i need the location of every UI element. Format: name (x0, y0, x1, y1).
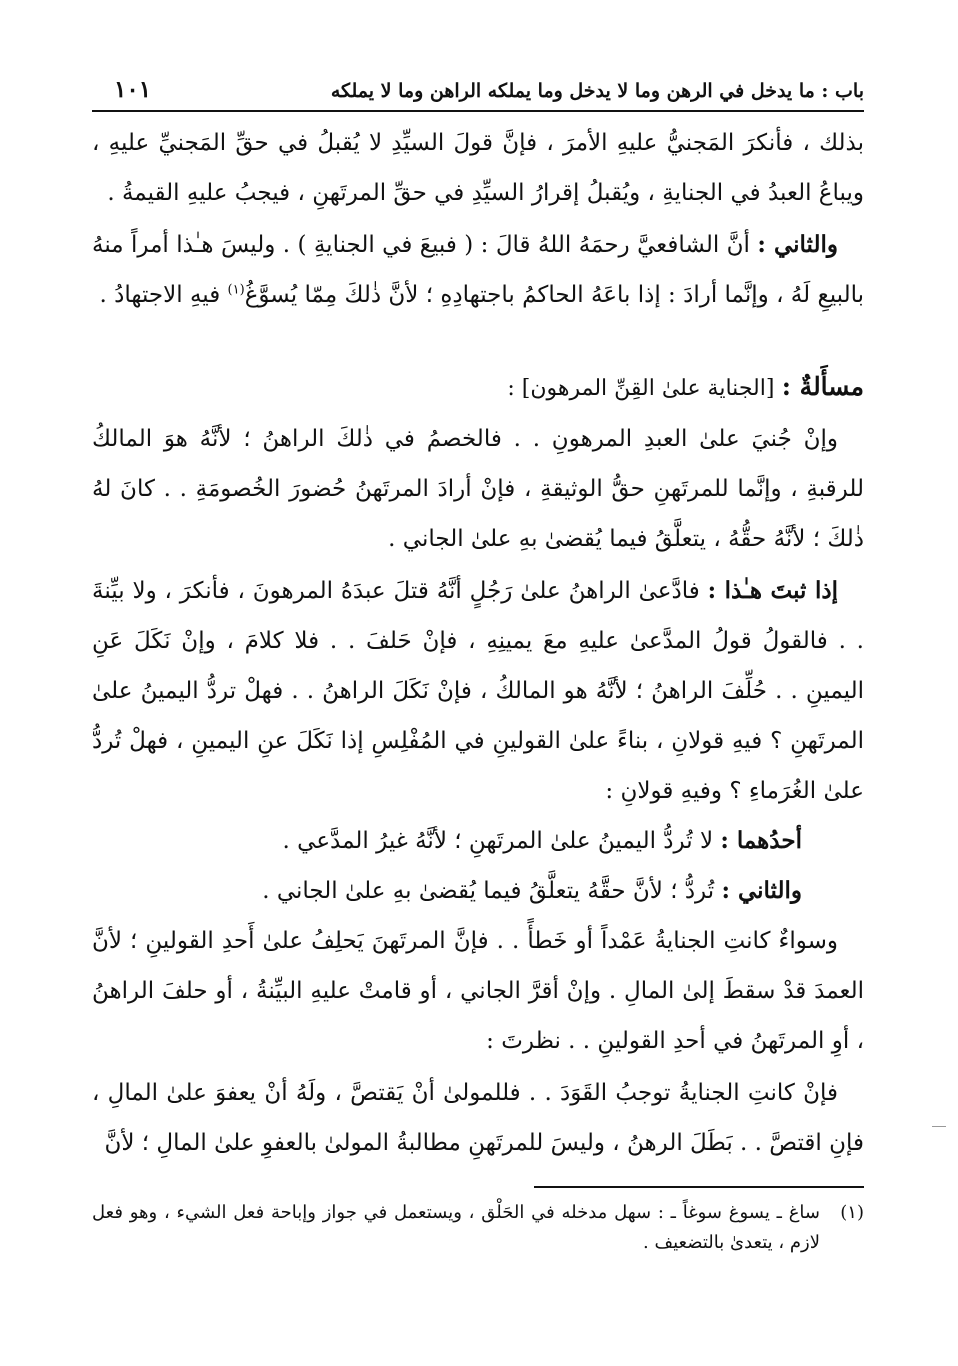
paragraph (92, 220, 864, 320)
footnote-text: ساغ ـ يسوغ سوغاً ـ : سهل مدخله في الحَلْق ، ويستعمل في جواز وإباحة فعل الشيء ، وهو فعل لازم ، يتعدىٰ بالتضعيف . (92, 1202, 820, 1253)
paragraph-text: وإنْ جُنيَ علىٰ العبدِ المرهونِ . . فالخصمُ في ذٰلكَ الراهنُ ؛ لأنَّهُ هوَ المالكُ للرقبةِ ، وإنَّما للمرتَهنِ حقُّ الوثيقةِ ، فإنْ أرادَ المرتَهنُ حُضورَ الخُصومَةِ . . كانَ لهُ ذٰلكَ ؛ لأنَّهُ حقُّهُ ، يتعلَّقُ فيما يُقضىٰ بهِ علىٰ الجاني . (92, 426, 864, 552)
footnote-item (92, 1198, 864, 1258)
footnotes (92, 1198, 864, 1258)
page-header (92, 70, 864, 112)
paragraph (92, 414, 864, 564)
paragraph-text: فإنْ كانتِ الجنايةُ توجبُ القَوَدَ . . فللمولىٰ أنْ يَقتصَّ ، ولَهُ أنْ يعفوَ علىٰ المالِ ، فإنِ اقتصَّ . . بَطَلَ الرهنُ ، وليسَ للمرتَهنِ مطالبةُ المولىٰ بالعفوِ علىٰ المالِ ؛ لأنَّ (92, 1080, 864, 1156)
footnote-divider (534, 1186, 864, 1188)
paragraph-text-tail: فيهِ الاجتهادُ . (99, 282, 221, 308)
page-number: ١٠١ (114, 76, 152, 103)
opinion-text: لا تُردُّ اليمينُ علىٰ المرتَهنِ ؛ لأنَّهُ غيرُ المدَّعي . (282, 828, 714, 854)
opinion-lead: والثاني : (721, 877, 802, 904)
issue-title: [الجناية علىٰ القِنِّ المرهون] : (507, 376, 775, 401)
paragraph (92, 118, 864, 218)
issue-label: مسأَلةٌ : (781, 372, 864, 401)
paragraph-lead: والثاني : (757, 231, 838, 258)
opinion-lead: أحدُهما : (720, 827, 802, 854)
footnote-ref[interactable]: (١) (227, 282, 245, 298)
paragraph-lead: إذا ثبتَ هـٰذا : (707, 577, 838, 604)
paragraph-text: وسواءٌ كانتِ الجنايةُ عَمْداً أو خَطأً . . فإنَّ المرتَهنَ يَحلِفُ علىٰ أَحدِ القولينِ ؛ لأنَّ العمدَ قدْ سقطَ إلىٰ المالِ . وإنْ أقرَّ الجاني ، أو قامتْ عليهِ البيِّنةُ ، أو حلفَ الراهنُ ، أوِ المرتَهنُ في أحدِ القولينِ . . نظرتَ : (92, 928, 864, 1054)
book-page (92, 70, 864, 1258)
opinion-text: تُردُّ ؛ لأنَّ حقَّهُ يتعلَّقُ فيما يُقضىٰ بهِ علىٰ الجاني . (262, 878, 715, 904)
paragraph-text: فادَّعىٰ الراهنُ علىٰ رَجُلٍ أنَّهُ قتلَ عبدَهُ المرهونَ ، فأنكرَ ، ولا بيِّنةَ . . فالقولُ قولُ المدَّعىٰ عليهِ معَ يمينِهِ ، فإنْ حَلفَ . . فلا كلامَ ، وإنْ نَكَلَ عَنِ اليمينِ . . حُلِّفَ الراهنُ ؛ لأنَّهُ هو المالكُ ، فإنْ نَكَلَ الراهنُ . . فهلْ تردُّ اليمينُ علىٰ المرتَهنِ ؟ فيهِ قولانِ ، بناءً علىٰ القولينِ في المُفْلِسِ إذا نَكَلَ عنِ اليمينِ ، فهلْ تُردُّ علىٰ الغُرَماءِ ؟ وفيهِ قولانِ : (92, 578, 864, 804)
footnote-number: (١) (840, 1202, 864, 1223)
opinion-item (92, 866, 864, 916)
main-text (92, 118, 864, 1168)
opinion-item (92, 816, 864, 866)
issue-heading (92, 362, 864, 414)
paragraph-text: أنَّ الشافعيَّ رحمَهُ اللهُ قالَ : ( فبيعَ في الجنايةِ ) . وليسَ هـٰذا أمراً منهُ بالبيعِ لَهُ ، وإنَّما أرادَ : إذا باعَهُ الحاكمُ باجتهادِهِ ؛ لأنَّ ذٰلكَ مِمّا يُسوَّغُ (92, 232, 864, 308)
paragraph (92, 916, 864, 1066)
margin-mark (932, 1126, 946, 1127)
paragraph-text: بذلك ، فأنكرَ المَجنيُّ عليهِ الأمرَ ، فإنَّ قولَ السيِّدِ لا يُقبلُ في حقِّ المَجنيِّ عليهِ ، ويباعُ العبدُ في الجنايةِ ، ويُقبلُ إقرارُ السيِّدِ في حقِّ المرتَهنِ ، فيجبُ عليهِ القيمةُ . (92, 130, 864, 206)
paragraph (92, 566, 864, 816)
chapter-title: باب : ما يدخل في الرهن وما لا يدخل وما يملكه الراهن وما لا يملكه (330, 80, 864, 102)
paragraph (92, 1068, 864, 1168)
